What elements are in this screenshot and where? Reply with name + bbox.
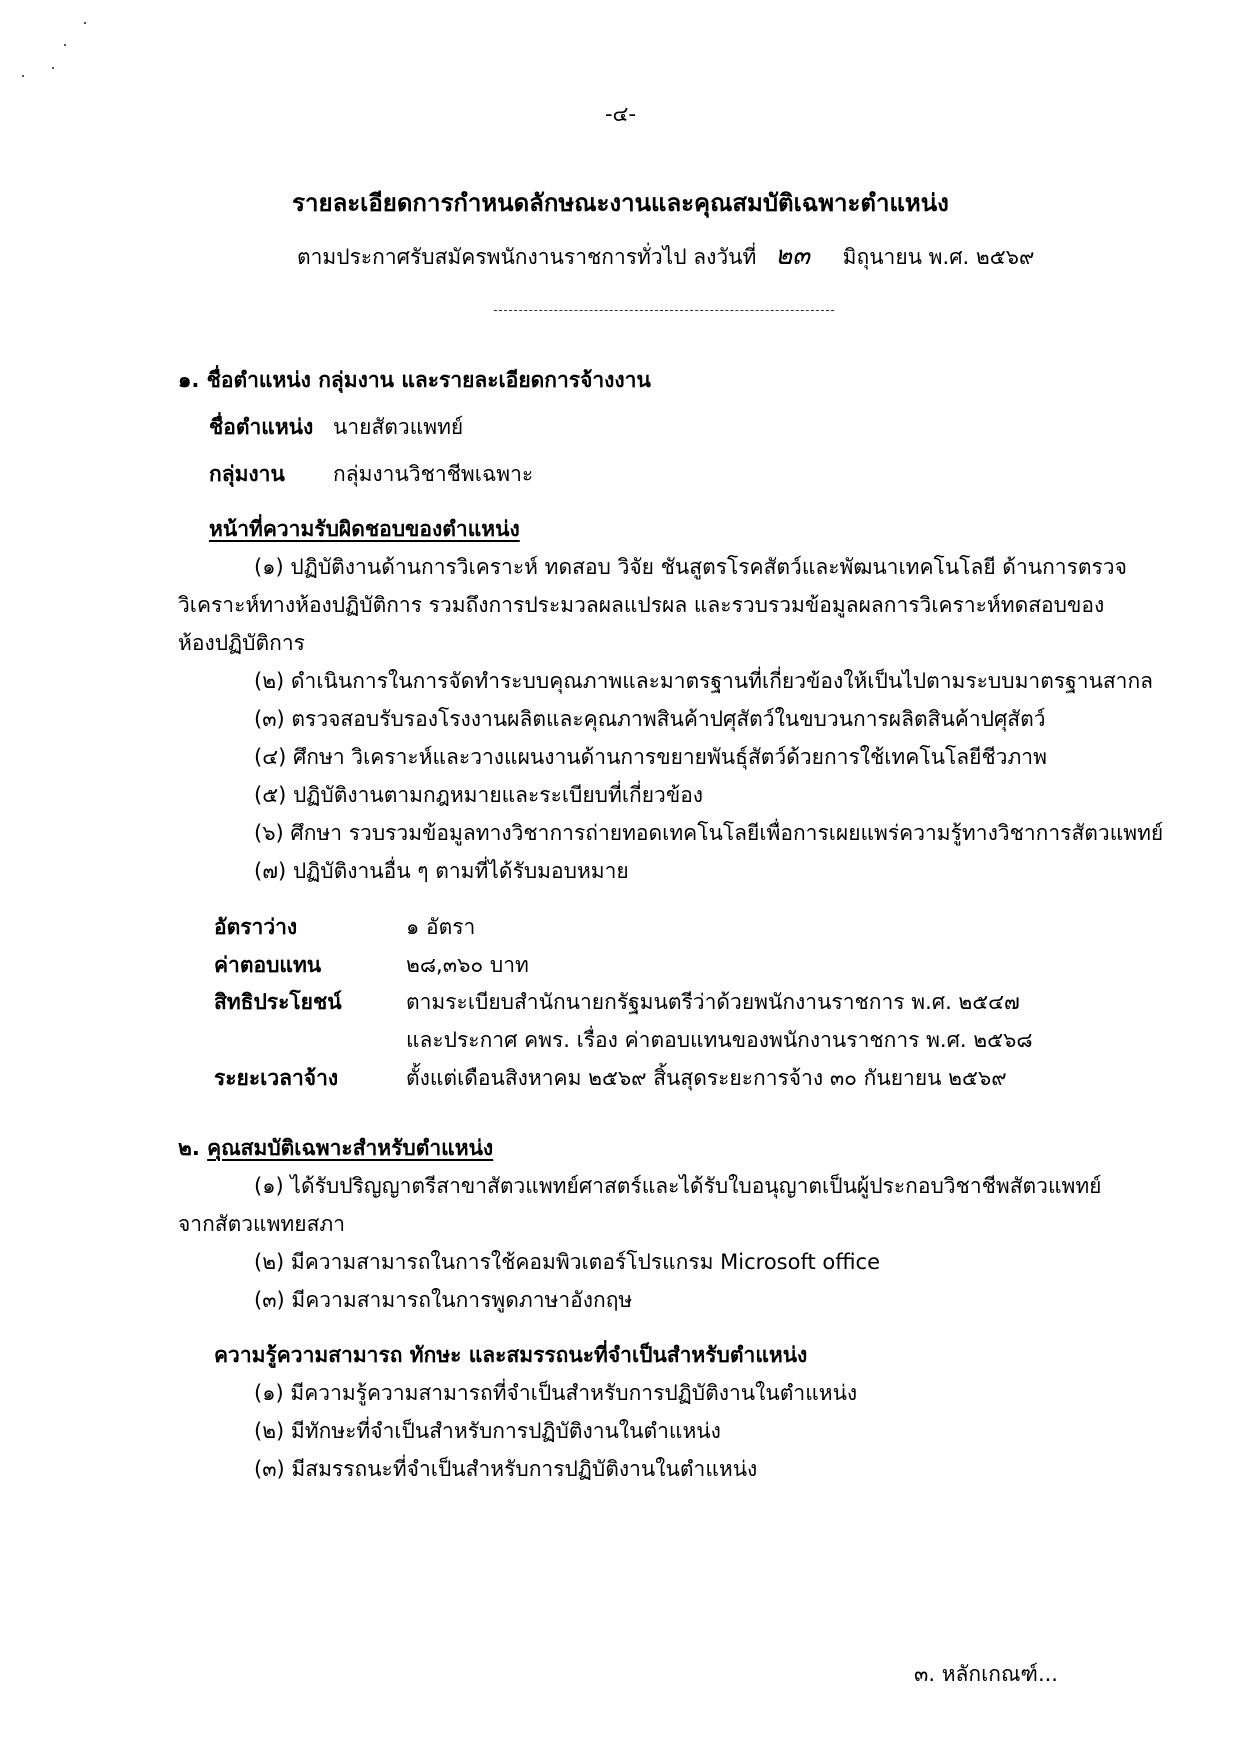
skills-heading: ความรู้ความสามารถ ทักษะ และสมรรถนะที่จำเป็นสำหรับตำแหน่ง	[214, 1343, 808, 1367]
skill-item: (๑) มีความรู้ความสามารถที่จำเป็นสำหรับการปฏิบัติงานในตำแหน่ง	[254, 1381, 858, 1405]
qualification-item: (๒) มีความสามารถในการใช้คอมพิวเตอร์โปรแกรม Microsoft office	[254, 1250, 881, 1274]
group-label: กลุ่มงาน	[209, 462, 285, 486]
skill-item: (๒) มีทักษะที่จำเป็นสำหรับการปฏิบัติงานในตำแหน่ง	[254, 1419, 721, 1443]
subtitle	[297, 242, 1034, 271]
scan-speck	[52, 67, 54, 69]
scan-speck	[22, 75, 24, 77]
vacancy-value: ๑ อัตรา	[406, 915, 476, 939]
skill-item: (๓) มีสมรรถนะที่จำเป็นสำหรับการปฏิบัติงานในตำแหน่ง	[254, 1457, 758, 1481]
qualification-item: (๑) ได้รับปริญญาตรีสาขาสัตวแพทย์ศาสตร์และได้รับใบอนุญาตเป็นผู้ประกอบวิชาชีพสัตวแพทย์	[254, 1174, 1102, 1198]
duty-item: (๓) ตรวจสอบรับรองโรงงานผลิตและคุณภาพสินค้าปศุสัตว์ในขบวนการผลิตสินค้าปศุสัตว์	[254, 707, 1046, 731]
duties-heading: หน้าที่ความรับผิดชอบของตำแหน่ง	[209, 517, 520, 541]
qualification-item-cont: จากสัตวแพทยสภา	[178, 1212, 346, 1236]
duty-item: (๒) ดำเนินการในการจัดทำระบบคุณภาพและมาตรฐานที่เกี่ยวข้องให้เป็นไปตามระบบมาตรฐานสากล	[254, 669, 1154, 693]
group-value: กลุ่มงานวิชาชีพเฉพาะ	[333, 462, 534, 486]
position-value: นายสัตวแพทย์	[333, 415, 464, 439]
subtitle-suffix: มิถุนายน พ.ศ. ๒๕๖๙	[842, 245, 1035, 269]
page-number: -๔-	[604, 102, 637, 126]
handwritten-day: ๒๓	[775, 241, 810, 271]
section2-heading	[178, 1134, 493, 1162]
section1-heading: ๑. ชื่อตำแหน่ง กลุ่มงาน และรายละเอียดการจ้างงาน	[178, 368, 651, 392]
scan-speck	[84, 22, 86, 24]
duty-item: (๔) ศึกษา วิเคราะห์และวางแผนงานด้านการขยายพันธุ์สัตว์ด้วยการใช้เทคโนโลยีชีวภาพ	[254, 745, 1047, 769]
benefit-value-cont: และประกาศ คพร. เรื่อง ค่าตอบแทนของพนักงานราชการ พ.ศ. ๒๕๖๘	[406, 1028, 1033, 1052]
benefit-value: ตามระเบียบสำนักนายกรัฐมนตรีว่าด้วยพนักงานราชการ พ.ศ. ๒๕๔๗	[406, 990, 1020, 1014]
section2-title: คุณสมบัติเฉพาะสำหรับตำแหน่ง	[207, 1136, 494, 1160]
duty-item: (๕) ปฏิบัติงานตามกฎหมายและระเบียบที่เกี่ยวข้อง	[254, 783, 704, 807]
section2-number: ๒.	[178, 1136, 200, 1160]
page-title: รายละเอียดการกำหนดลักษณะงานและคุณสมบัติเฉพาะตำแหน่ง	[292, 189, 949, 217]
duty-item-cont: วิเคราะห์ทางห้องปฏิบัติการ รวมถึงการประมวลผลแปรผล และรวบรวมข้อมูลผลการวิเคราะห์ทดสอบของ	[178, 593, 1105, 617]
subtitle-prefix: ตามประกาศรับสมัครพนักงานราชการทั่วไป ลงวันที่	[297, 245, 757, 269]
pay-value: ๒๘,๓๖๐ บาท	[406, 953, 529, 977]
period-value: ตั้งแต่เดือนสิงหาคม ๒๕๖๙ สิ้นสุดระยะการจ้าง ๓๐ กันยายน ๒๕๖๙	[406, 1066, 1007, 1090]
period-label: ระยะเวลาจ้าง	[214, 1066, 339, 1090]
benefit-label: สิทธิประโยชน์	[214, 990, 342, 1014]
scan-speck	[64, 44, 66, 46]
duty-item: (๖) ศึกษา รวบรวมข้อมูลทางวิชาการถ่ายทอดเทคโนโลยีเพื่อการเผยแพร่ความรู้ทางวิชาการสัตวแพทย์	[254, 821, 1164, 845]
qualification-item: (๓) มีความสามารถในการพูดภาษาอังกฤษ	[254, 1288, 633, 1312]
pay-label: ค่าตอบแทน	[214, 953, 322, 977]
duty-item-cont: ห้องปฏิบัติการ	[178, 631, 305, 655]
duty-item: (๗) ปฏิบัติงานอื่น ๆ ตามที่ได้รับมอบหมาย	[254, 859, 629, 883]
continuation-text: ๓. หลักเกณฑ์...	[914, 1662, 1058, 1686]
vacancy-label: อัตราว่าง	[214, 915, 298, 939]
separator-line	[494, 310, 834, 311]
duty-item: (๑) ปฏิบัติงานด้านการวิเคราะห์ ทดสอบ วิจัย ชันสูตรโรคสัตว์และพัฒนาเทคโนโลยี ด้านการตรวจ	[254, 555, 1127, 579]
position-label: ชื่อตำแหน่ง	[209, 415, 314, 439]
